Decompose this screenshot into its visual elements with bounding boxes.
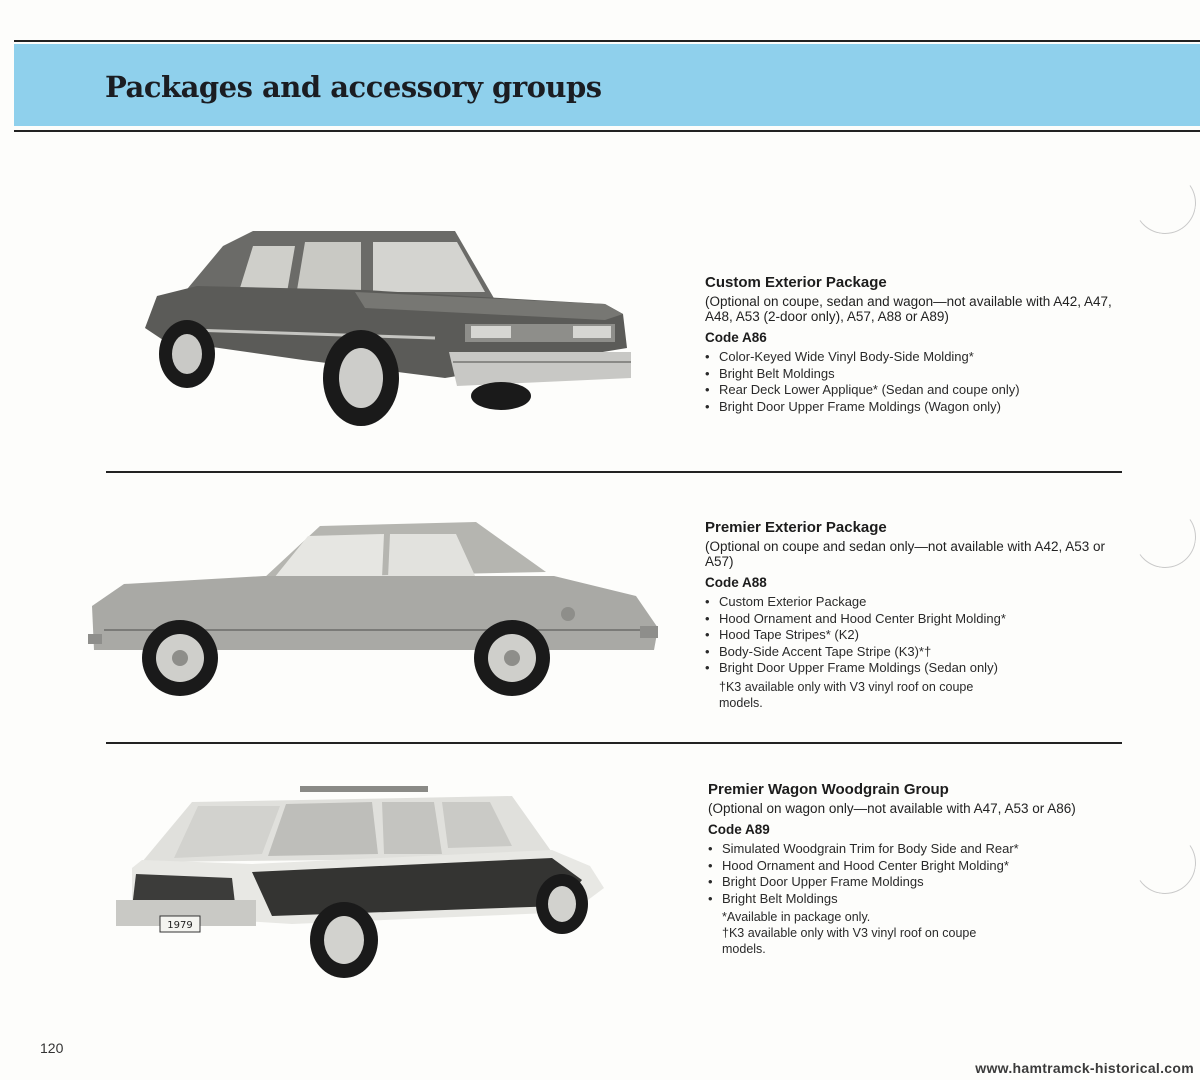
list-item: • Custom Exterior Package — [705, 594, 1125, 611]
package-note: (Optional on coupe, sedan and wagon—not available with A42, A47, A48, A53 (2-door only), A57, A88 or A89) — [705, 294, 1112, 324]
package-title: Premier Exterior Package — [705, 519, 887, 536]
sedan-rear-view-photo — [135, 228, 640, 428]
list-item: • Bright Door Upper Frame Moldings (Wagon only) — [705, 399, 1125, 416]
package-footnote: *Available in package only. — [722, 910, 871, 925]
list-item: • Body-Side Accent Tape Stripe (K3)*† — [705, 644, 1125, 661]
section-divider — [106, 742, 1122, 744]
list-item: • Hood Ornament and Hood Center Bright Molding* — [705, 611, 1125, 628]
section-divider — [106, 471, 1122, 473]
watermark: www.hamtramck-historical.com — [975, 1060, 1194, 1076]
license-plate-text: 1979 — [167, 920, 193, 931]
list-item: • Bright Door Upper Frame Moldings — [708, 874, 1128, 891]
list-item: • Bright Belt Moldings — [705, 366, 1125, 383]
page-number: 120 — [40, 1040, 64, 1056]
package-code: Code A88 — [705, 575, 767, 590]
package-code: Code A89 — [708, 822, 770, 837]
package-footnote: †K3 available only with V3 vinyl roof on coupe models. — [719, 679, 974, 710]
sedan-side-view-photo — [84, 518, 664, 700]
package-items — [705, 349, 1125, 415]
package-note: (Optional on wagon only—not available with A47, A53 or A86) — [708, 801, 1076, 816]
list-item: • Color-Keyed Wide Vinyl Body-Side Molding* — [705, 349, 1125, 366]
custom-exterior-package — [705, 274, 1125, 415]
header-bottom-rule — [14, 130, 1200, 132]
list-item: • Bright Belt Moldings — [708, 891, 1128, 908]
list-item: • Hood Tape Stripes* (K2) — [705, 627, 1125, 644]
page-title: Packages and accessory groups — [105, 70, 602, 104]
binder-hole-mark — [1129, 167, 1200, 239]
package-note: (Optional on coupe and sedan only—not available with A42, A53 or A57) — [705, 539, 1106, 569]
list-item: • Rear Deck Lower Applique* (Sedan and coupe only) — [705, 382, 1125, 399]
wagon-rear-view-photo — [112, 784, 618, 980]
package-footnote: †K3 available only with V3 vinyl roof on coupe models. — [722, 926, 977, 957]
list-item: • Bright Door Upper Frame Moldings (Sedan only) — [705, 660, 1125, 677]
binder-hole-mark — [1129, 501, 1200, 573]
package-items — [705, 594, 1125, 677]
package-title: Premier Wagon Woodgrain Group — [708, 781, 949, 798]
list-item: • Hood Ornament and Hood Center Bright Molding* — [708, 858, 1128, 875]
premier-wagon-woodgrain-group — [708, 781, 1128, 957]
package-code: Code A86 — [705, 330, 767, 345]
premier-exterior-package — [705, 519, 1125, 711]
header-top-rule — [14, 40, 1200, 42]
package-items — [708, 841, 1128, 907]
binder-hole-mark — [1129, 827, 1200, 899]
package-title: Custom Exterior Package — [705, 274, 887, 291]
list-item: • Simulated Woodgrain Trim for Body Side and Rear* — [708, 841, 1128, 858]
